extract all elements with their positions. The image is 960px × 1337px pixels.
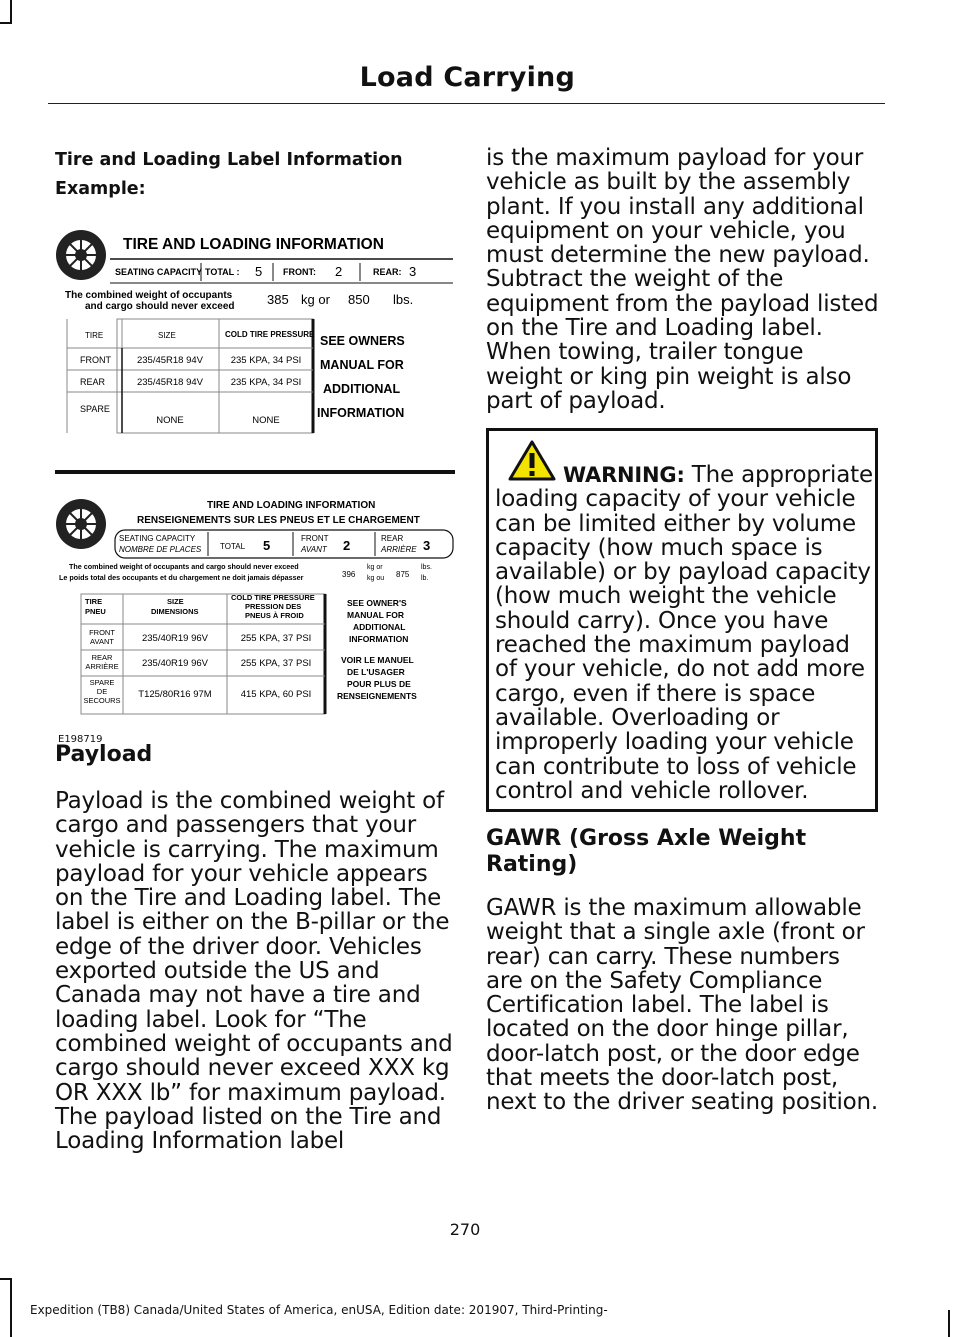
warning-label: WARNING: — [563, 463, 685, 487]
label2-kg-value: 396 — [342, 570, 356, 579]
label1-row-tire: FRONT — [80, 355, 111, 365]
label1-rear-label: REAR: — [373, 267, 402, 277]
tire-label-example-1 — [55, 215, 455, 440]
label1-row-pressure: 235 KPA, 34 PSI — [230, 355, 302, 366]
label1-title: TIRE AND LOADING INFORMATION — [123, 236, 384, 253]
label2-seating-fr: NOMBRE DE PLACES — [119, 545, 202, 554]
label2-col-size-fr: DIMENSIONS — [151, 607, 199, 616]
payload-continuation-text: is the maximum payload for your vehicle as built by the assembly plant. If you install any additional equipment on your vehicle, you must determine the new payload. Subtract the weight of the equipment from the payload listed on the Tire and Loading label. When towing, trailer tongue weight or king pin weight is also part of payload. — [486, 145, 879, 414]
page-number: 270 — [449, 1220, 481, 1239]
edition-info: Expedition (TB8) Canada/United States of America, enUSA, Edition date: 201907, Third-Printing- — [30, 1303, 608, 1317]
label2-lbs-en: lbs. — [421, 564, 432, 571]
label1-front-value: 2 — [335, 264, 343, 279]
label2-row-tire: SPARE — [89, 678, 115, 687]
label-divider — [55, 470, 455, 474]
label2-total-label: TOTAL — [220, 542, 246, 551]
label-info-section — [55, 146, 455, 204]
label2-front-value: 2 — [343, 538, 351, 553]
label2-kg-ou: kg ou — [367, 575, 385, 582]
warning-box — [486, 428, 878, 812]
label2-row-tire: REAR — [91, 653, 113, 662]
label2-front-fr: AVANT — [301, 545, 327, 554]
label1-total-value: 5 — [255, 264, 263, 279]
label2-row-pressure: 255 KPA, 37 PSI — [240, 633, 312, 644]
label2-title-en: TIRE AND LOADING INFORMATION — [207, 500, 376, 511]
label2-front-en: FRONT — [301, 534, 329, 543]
label1-row-tire: REAR — [80, 377, 106, 387]
crop-mark — [0, 1278, 12, 1280]
label2-row-tire: FRONT — [89, 628, 115, 637]
label1-seating: SEATING CAPACITY — [115, 267, 203, 277]
payload-section — [55, 741, 455, 1153]
label2-rear-fr: ARRIÈRE — [381, 545, 417, 554]
label2-combined-en: The combined weight of occupants and cargo should never exceed — [69, 562, 299, 571]
gawr-heading: GAWR (Gross Axle Weight Rating) — [486, 826, 807, 877]
label2-col-pressure-en: COLD TIRE PRESSURE — [231, 593, 315, 602]
label2-see-1: SEE OWNER'S — [347, 598, 407, 608]
label1-lbs-value: 850 — [348, 292, 370, 307]
label1-rear-value: 3 — [409, 264, 417, 279]
label2-see-8: RENSEIGNEMENTS — [337, 691, 417, 701]
header-divider — [48, 103, 885, 104]
label1-row-size: NONE — [156, 415, 184, 426]
label2-see-4: INFORMATION — [349, 634, 409, 644]
label2-see-3: ADDITIONAL — [353, 622, 406, 632]
label1-total-label: TOTAL : — [205, 267, 240, 277]
label1-see-4: INFORMATION — [317, 406, 405, 420]
warning-body: The appropriate loading capacity of your vehicle can be limited either by volume capacity (how much space is available) or by payload capacity (how much weight the vehicle should carry). Once you have reached the maximum payload of your vehicle, do not add more cargo, even if there is space available. Overloading or improperly loading your vehicle can contribute to loss of vehicle control and vehicle rollover. — [495, 462, 873, 804]
label1-combined-1: The combined weight of occupants — [65, 290, 233, 301]
label2-combined-fr: Le poids total des occupants et du chargement ne doit jamais dépasser — [59, 573, 304, 582]
label2-lbs-fr: lb. — [421, 575, 429, 582]
label2-col-tire-en: TIRE — [85, 597, 103, 606]
label2-row-size: 235/40R19 96V — [141, 633, 209, 644]
label2-lbs-value: 875 — [396, 570, 410, 579]
label2-rear-en: REAR — [381, 534, 404, 543]
label1-row-size: 235/45R18 94V — [136, 377, 204, 388]
label2-see-7: POUR PLUS DE — [347, 679, 411, 689]
label1-see-1: SEE OWNERS — [320, 334, 405, 348]
label1-combined-2: and cargo should never exceed — [85, 301, 235, 312]
label2-row-size: T125/80R16 97M — [138, 689, 212, 700]
tire-label-example-2 — [55, 494, 455, 719]
payload-continuation — [486, 146, 880, 413]
label2-col-pressure-fr1: PRESSION DES — [245, 602, 302, 611]
page-title: Load Carrying — [359, 62, 575, 93]
gawr-text: GAWR is the maximum allowable weight that a single axle (front or rear) can carry. These numbers are on the Safety Compliance Certification label. The label is located on the door hinge pillar, door-latch post, or the door edge that meets the door-latch post, next to the driver seating position. — [486, 895, 879, 1116]
label2-row-pressure: 255 KPA, 37 PSI — [240, 658, 312, 669]
label-info-heading: Tire and Loading Label Information — [55, 150, 403, 170]
label2-see-6: DE L'USAGER — [347, 667, 405, 677]
label1-col-pressure: COLD TIRE PRESSURE — [225, 330, 315, 339]
label2-rear-value: 3 — [423, 538, 431, 553]
label1-kg-value: 385 — [267, 292, 289, 307]
label2-row-pressure: 415 KPA, 60 PSI — [240, 689, 312, 700]
payload-heading: Payload — [55, 742, 153, 767]
label1-col-tire: TIRE — [85, 331, 104, 340]
label2-see-2: MANUAL FOR — [347, 610, 404, 620]
label1-row-pressure: 235 KPA, 34 PSI — [230, 377, 302, 388]
label1-col-size: SIZE — [158, 331, 176, 340]
tire-icon — [56, 499, 106, 549]
label2-see-5: VOIR LE MANUEL — [341, 655, 414, 665]
gawr-section — [486, 826, 880, 1115]
label1-see-3: ADDITIONAL — [323, 382, 401, 396]
figure-code: E198719 — [58, 734, 103, 745]
label1-row-pressure: NONE — [252, 415, 280, 426]
label1-lbs-label: lbs. — [393, 292, 414, 307]
label2-row-tire: AVANT — [90, 637, 114, 646]
label2-seating-en: SEATING CAPACITY — [119, 534, 196, 543]
label2-title-fr: RENSEIGNEMENTS SUR LES PNEUS ET LE CHARGEMENT — [137, 515, 420, 526]
label2-col-pressure-fr2: PNEUS À FROID — [245, 611, 304, 620]
label1-kg-or: kg or — [301, 292, 330, 307]
label2-row-tire: DE — [96, 687, 108, 696]
crop-mark — [0, 22, 12, 24]
label1-row-tire: SPARE — [80, 404, 110, 414]
label1-row-size: 235/45R18 94V — [136, 355, 204, 366]
label2-total-value: 5 — [263, 538, 271, 553]
label2-row-tire: ARRIÈRE — [85, 662, 119, 671]
warning-text — [495, 463, 875, 803]
crop-mark — [10, 0, 12, 24]
tire-icon — [56, 230, 106, 280]
label2-col-size-en: SIZE — [167, 597, 184, 606]
payload-text: Payload is the combined weight of cargo and passengers that your vehicle is carrying. The maximum payload for your vehicle appears on the Tire and Loading label. The label is either on the B-pillar or the edge of the driver door. Vehicles exported outside the US and Canada may not have a tire and loading label. Look for “The combined weight of occupants and cargo should never exceed XXX kg OR XXX lb” for maximum payload. The payload listed on the Tire and Loading Information label — [55, 788, 453, 1155]
crop-mark — [10, 1278, 12, 1337]
crop-mark — [948, 1310, 950, 1337]
label1-front-label: FRONT: — [283, 267, 316, 277]
label-example-heading: Example: — [55, 179, 146, 199]
label2-row-tire: SECOURS — [83, 696, 121, 705]
label2-col-tire-fr: PNEU — [85, 607, 106, 616]
label1-see-2: MANUAL FOR — [320, 358, 404, 372]
label2-kg-or: kg or — [367, 564, 383, 571]
label2-row-size: 235/40R19 96V — [141, 658, 209, 669]
